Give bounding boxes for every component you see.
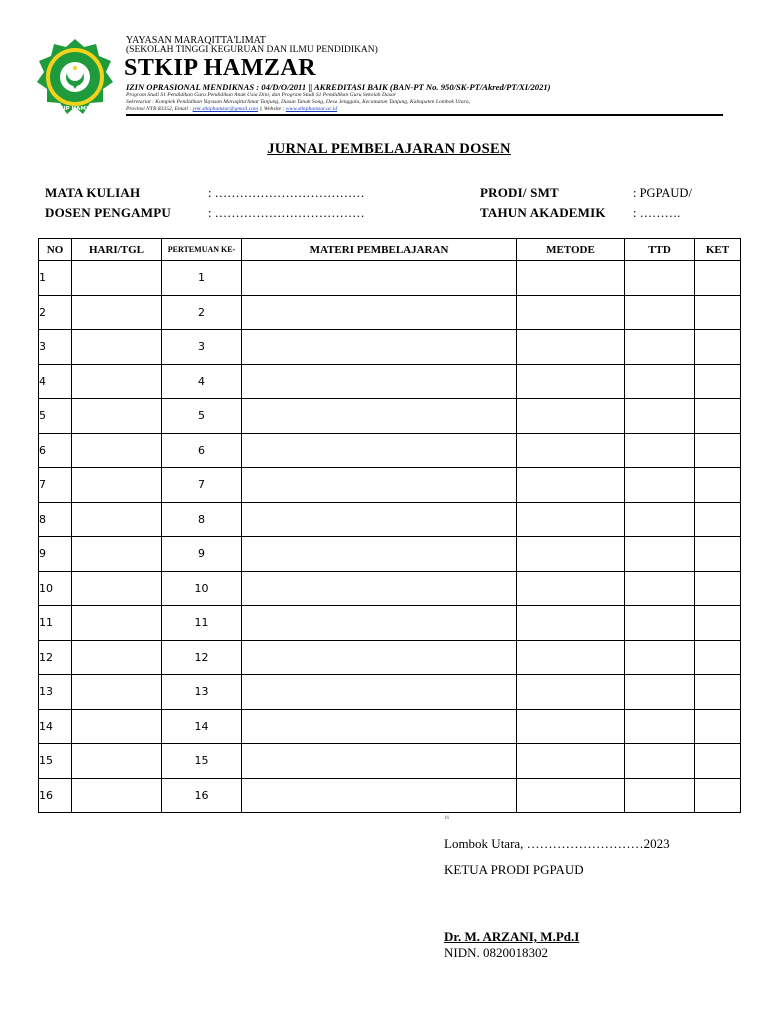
cell-ket[interactable] <box>695 778 741 813</box>
cell-no: 14 <box>39 709 72 744</box>
cell-pertemuan: 15 <box>162 744 242 779</box>
cell-metode[interactable] <box>517 571 625 606</box>
cell-metode[interactable] <box>517 640 625 675</box>
page-number: 16 <box>444 816 449 821</box>
cell-materi[interactable] <box>242 675 517 710</box>
license-line: IZIN OPRASIONAL MENDIKNAS : 04/D/O/2011 || AKREDITASI BAIK (BAN-PT No. 950/SK-PT/Akred/PT/XI/2021) <box>126 82 551 92</box>
cell-ket[interactable] <box>695 606 741 641</box>
cell-hari[interactable] <box>72 468 162 503</box>
table-row <box>39 709 741 744</box>
cell-materi[interactable] <box>242 295 517 330</box>
cell-metode[interactable] <box>517 709 625 744</box>
table-row <box>39 399 741 434</box>
cell-materi[interactable] <box>242 709 517 744</box>
cell-ttd[interactable] <box>625 295 695 330</box>
cell-pertemuan: 4 <box>162 364 242 399</box>
logo-text: STKIP HAMZAR <box>51 106 99 112</box>
header-no: NO <box>39 239 72 261</box>
cell-metode[interactable] <box>517 433 625 468</box>
cell-hari[interactable] <box>72 640 162 675</box>
cell-pertemuan: 13 <box>162 675 242 710</box>
header-metode: METODE <box>517 239 625 261</box>
contact-mid: || Website : <box>258 106 286 112</box>
cell-no: 1 <box>39 261 72 296</box>
cell-ket[interactable] <box>695 502 741 537</box>
table-row <box>39 261 741 296</box>
cell-no: 12 <box>39 640 72 675</box>
cell-pertemuan: 12 <box>162 640 242 675</box>
cell-ket[interactable] <box>695 709 741 744</box>
cell-hari[interactable] <box>72 675 162 710</box>
cell-hari[interactable] <box>72 502 162 537</box>
header-hari: HARI/TGL <box>72 239 162 261</box>
cell-materi[interactable] <box>242 502 517 537</box>
secretariat-line: Sekretariat : Komplek Pendidikan Yayasan Maraqitta'limat Tanjung, Dusun Tanak Song, Desa Jenggala, Kecamatan Tanjung, Kabupaten Lombok Utara, <box>126 99 471 105</box>
cell-hari[interactable] <box>72 295 162 330</box>
cell-materi[interactable] <box>242 640 517 675</box>
table-row <box>39 675 741 710</box>
cell-metode[interactable] <box>517 537 625 572</box>
table-row <box>39 571 741 606</box>
cell-hari[interactable] <box>72 261 162 296</box>
cell-ket[interactable] <box>695 261 741 296</box>
cell-no: 2 <box>39 295 72 330</box>
cell-hari[interactable] <box>72 399 162 434</box>
table-row <box>39 468 741 503</box>
cell-materi[interactable] <box>242 364 517 399</box>
cell-ket[interactable] <box>695 399 741 434</box>
cell-hari[interactable] <box>72 364 162 399</box>
email-link[interactable]: ymt.stkiphamzar@gmail.com <box>192 106 259 112</box>
cell-ket[interactable] <box>695 675 741 710</box>
cell-no: 15 <box>39 744 72 779</box>
cell-hari[interactable] <box>72 537 162 572</box>
cell-hari[interactable] <box>72 606 162 641</box>
cell-ttd[interactable] <box>625 571 695 606</box>
cell-ttd[interactable] <box>625 468 695 503</box>
cell-metode[interactable] <box>517 606 625 641</box>
header-pertemuan: PERTEMUAN KE- <box>162 239 242 261</box>
cell-materi[interactable] <box>242 399 517 434</box>
cell-no: 3 <box>39 330 72 365</box>
document-title: JURNAL PEMBELAJARAN DOSEN <box>267 141 511 157</box>
cell-ttd[interactable] <box>625 261 695 296</box>
cell-pertemuan: 5 <box>162 399 242 434</box>
cell-ket[interactable] <box>695 364 741 399</box>
table-row <box>39 433 741 468</box>
cell-ttd[interactable] <box>625 709 695 744</box>
cell-pertemuan: 3 <box>162 330 242 365</box>
dosen-value: : ……………………………… <box>208 206 365 220</box>
cell-hari[interactable] <box>72 330 162 365</box>
tahun-value: : ………. <box>633 206 681 220</box>
cell-no: 10 <box>39 571 72 606</box>
prodi-value: : PGPAUD/ <box>633 186 692 200</box>
cell-ket[interactable] <box>695 330 741 365</box>
cell-ket[interactable] <box>695 537 741 572</box>
programs-line: Program Studi S1 Pendidikan Guru Pendidikan Anak Usia Dini, dan Program Studi S1 Pendidikan Guru Sekolah Dasar <box>126 92 396 98</box>
cell-ket[interactable] <box>695 744 741 779</box>
cell-metode[interactable] <box>517 675 625 710</box>
table-row <box>39 502 741 537</box>
signature-place-date: Lombok Utara, ………………………2023 <box>444 836 670 851</box>
table-header-row <box>39 239 741 261</box>
cell-no: 8 <box>39 502 72 537</box>
cell-pertemuan: 7 <box>162 468 242 503</box>
cell-metode[interactable] <box>517 364 625 399</box>
cell-ttd[interactable] <box>625 399 695 434</box>
cell-materi[interactable] <box>242 778 517 813</box>
contact-line <box>126 106 337 113</box>
institution-subtitle: (SEKOLAH TINGGI KEGURUAN DAN ILMU PENDIDIKAN) <box>126 45 378 55</box>
cell-ket[interactable] <box>695 295 741 330</box>
cell-pertemuan: 10 <box>162 571 242 606</box>
cell-ttd[interactable] <box>625 433 695 468</box>
cell-pertemuan: 11 <box>162 606 242 641</box>
cell-no: 7 <box>39 468 72 503</box>
header-ttd: TTD <box>625 239 695 261</box>
cell-pertemuan: 9 <box>162 537 242 572</box>
cell-no: 16 <box>39 778 72 813</box>
table-row <box>39 364 741 399</box>
cell-metode[interactable] <box>517 261 625 296</box>
cell-pertemuan: 2 <box>162 295 242 330</box>
header-divider <box>126 114 723 116</box>
cell-ket[interactable] <box>695 571 741 606</box>
cell-pertemuan: 16 <box>162 778 242 813</box>
cell-ket[interactable] <box>695 640 741 675</box>
table-row <box>39 330 741 365</box>
cell-ttd[interactable] <box>625 675 695 710</box>
institution-title: STKIP HAMZAR <box>124 55 317 81</box>
header-materi: MATERI PEMBELAJARAN <box>242 239 517 261</box>
cell-ttd[interactable] <box>625 502 695 537</box>
cell-materi[interactable] <box>242 468 517 503</box>
cell-hari[interactable] <box>72 744 162 779</box>
signatory-name: Dr. M. ARZANI, M.Pd.I <box>444 929 580 944</box>
contact-prefix: Provinsi NTB 83352, Email : <box>126 106 193 112</box>
cell-pertemuan: 1 <box>162 261 242 296</box>
cell-hari[interactable] <box>72 571 162 606</box>
table-row <box>39 537 741 572</box>
cell-pertemuan: 6 <box>162 433 242 468</box>
table-row <box>39 744 741 779</box>
table-row <box>39 295 741 330</box>
foundation-name: YAYASAN MARAQITTA'LIMAT <box>126 35 266 46</box>
cell-ttd[interactable] <box>625 364 695 399</box>
website-link[interactable]: www.stkiphamzar.ac.id <box>285 106 338 112</box>
cell-pertemuan: 8 <box>162 502 242 537</box>
cell-materi[interactable] <box>242 744 517 779</box>
cell-metode[interactable] <box>517 295 625 330</box>
cell-hari[interactable] <box>72 778 162 813</box>
cell-ttd[interactable] <box>625 606 695 641</box>
cell-metode[interactable] <box>517 744 625 779</box>
prodi-label: PRODI/ SMT <box>480 185 559 200</box>
cell-no: 13 <box>39 675 72 710</box>
cell-ttd[interactable] <box>625 778 695 813</box>
cell-materi[interactable] <box>242 537 517 572</box>
header-ket: KET <box>695 239 741 261</box>
cell-metode[interactable] <box>517 399 625 434</box>
cell-ket[interactable] <box>695 433 741 468</box>
cell-hari[interactable] <box>72 433 162 468</box>
cell-no: 5 <box>39 399 72 434</box>
cell-metode[interactable] <box>517 778 625 813</box>
table-row <box>39 778 741 813</box>
cell-metode[interactable] <box>517 502 625 537</box>
cell-no: 4 <box>39 364 72 399</box>
cell-no: 6 <box>39 433 72 468</box>
mata-kuliah-label: MATA KULIAH <box>45 185 141 200</box>
cell-materi[interactable] <box>242 330 517 365</box>
cell-metode[interactable] <box>517 468 625 503</box>
cell-pertemuan: 14 <box>162 709 242 744</box>
table-row <box>39 606 741 641</box>
institution-logo <box>32 37 118 117</box>
cell-materi[interactable] <box>242 433 517 468</box>
cell-materi[interactable] <box>242 571 517 606</box>
cell-materi[interactable] <box>242 606 517 641</box>
cell-ttd[interactable] <box>625 537 695 572</box>
cell-materi[interactable] <box>242 261 517 296</box>
signature-role: KETUA PRODI PGPAUD <box>444 862 584 877</box>
dosen-label: DOSEN PENGAMPU <box>45 205 171 220</box>
cell-ket[interactable] <box>695 468 741 503</box>
cell-hari[interactable] <box>72 709 162 744</box>
cell-ttd[interactable] <box>625 640 695 675</box>
cell-metode[interactable] <box>517 330 625 365</box>
cell-no: 9 <box>39 537 72 572</box>
signatory-nidn: NIDN. 0820018302 <box>444 945 548 960</box>
tahun-label: TAHUN AKADEMIK <box>480 205 606 220</box>
mata-kuliah-value: : ……………………………… <box>208 186 365 200</box>
table-row <box>39 640 741 675</box>
cell-ttd[interactable] <box>625 744 695 779</box>
journal-table <box>38 238 741 813</box>
cell-ttd[interactable] <box>625 330 695 365</box>
cell-no: 11 <box>39 606 72 641</box>
